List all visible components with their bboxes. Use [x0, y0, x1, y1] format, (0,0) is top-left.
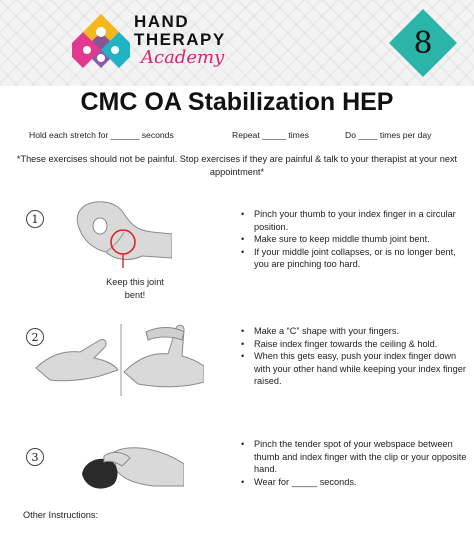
exercise-1-bullet: • Pinch your thumb to your index finger in a circular position.	[238, 208, 470, 233]
exercise-1-number: 1	[26, 210, 44, 228]
page-number: 8	[413, 25, 433, 61]
exercise-3-instructions	[238, 438, 470, 488]
repeat-instruction: Repeat _____ times	[232, 130, 309, 140]
hand-therapy-logo-icon	[72, 12, 130, 70]
exercise-2-bullet: • Make a “C” shape with your fingers.	[238, 325, 470, 338]
logo-text-academy: Academy	[141, 47, 225, 68]
safety-note: *These exercises should not be painful. Stop exercises if they are painful & talk to your therapist at your next appointment*	[16, 154, 458, 177]
logo-text-therapy: THERAPY	[134, 30, 226, 49]
exercise-2-bullet: • Raise index finger towards the ceiling & hold.	[238, 338, 470, 351]
page-title: CMC OA Stabilization HEP	[80, 88, 394, 116]
exercise-3-photo	[74, 434, 184, 494]
exercise-3-bullet: • Wear for _____ seconds.	[238, 476, 470, 489]
exercise-2-bullet: • When this gets easy, push your index finger down with your other hand while keeping your index finger raised.	[238, 350, 470, 388]
exercise-3-bullet: • Pinch the tender spot of your webspace between thumb and index finger with the clip or your opposite hand.	[238, 438, 470, 476]
exercise-1-instructions	[238, 208, 470, 271]
exercise-1-bullet: • If your middle joint collapses, or is no longer bent, you are pinching too hard.	[238, 246, 470, 271]
exercise-1-caption: Keep this joint bent!	[106, 277, 164, 300]
logo-text-hand: HAND	[134, 12, 190, 31]
frequency-instruction: Do ____ times per day	[345, 130, 432, 140]
exercise-1-bullet: • Make sure to keep middle thumb joint bent.	[238, 233, 470, 246]
exercise-1-photo	[62, 196, 172, 278]
other-instructions-label: Other Instructions:	[23, 510, 99, 520]
hold-instruction: Hold each stretch for ______ seconds	[29, 130, 174, 140]
exercise-2-photo	[34, 322, 204, 398]
exercise-2-instructions	[238, 325, 470, 388]
exercise-3-number: 3	[26, 448, 44, 466]
exercise-2-number: 2	[26, 328, 44, 346]
